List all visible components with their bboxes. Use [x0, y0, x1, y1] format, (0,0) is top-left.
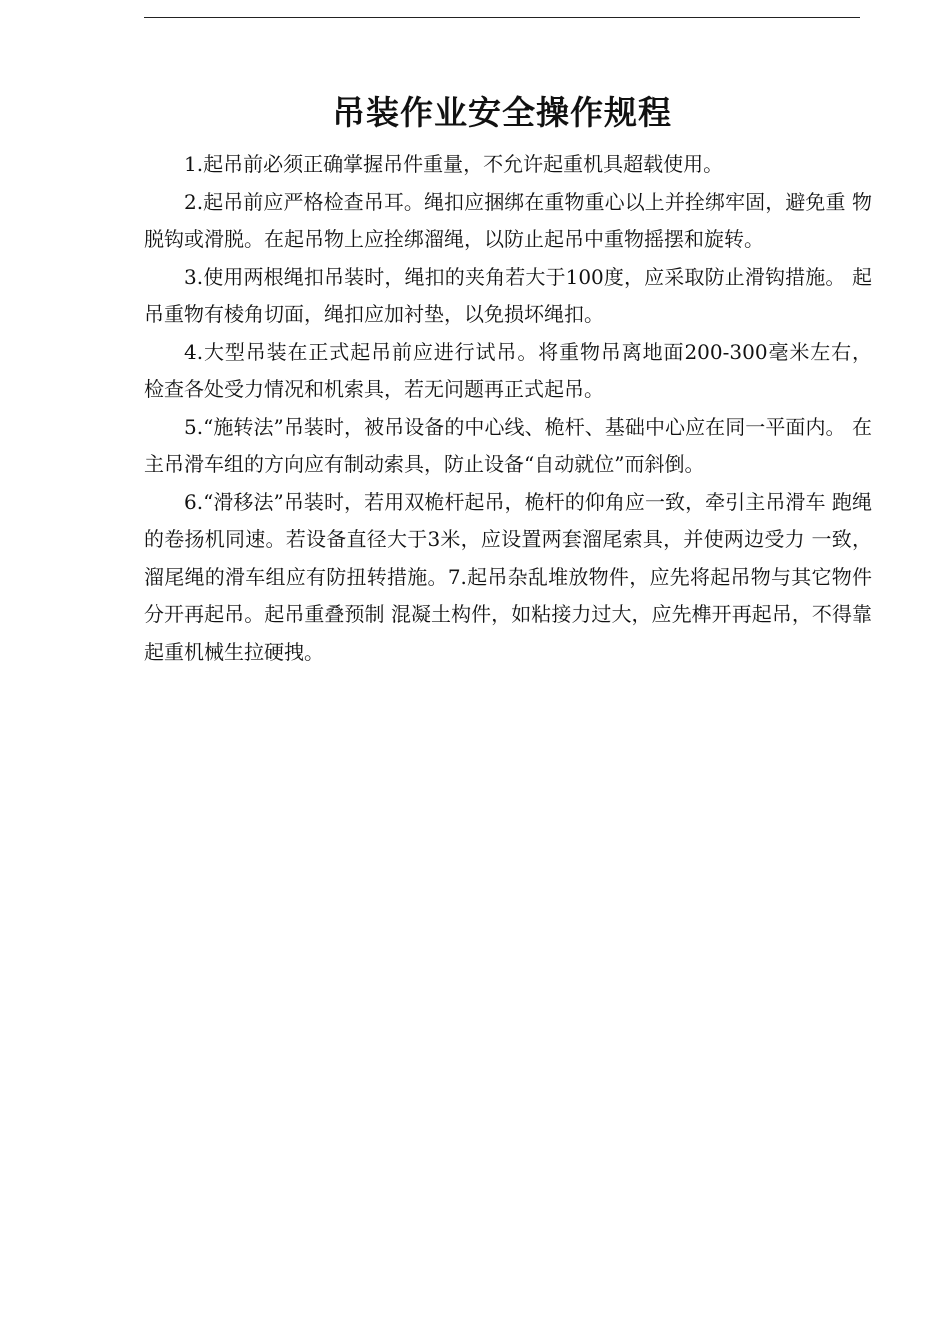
- document-title: 吊装作业安全操作规程: [332, 93, 672, 132]
- rule-paragraph-3: 3.使用两根绳扣吊装时，绳扣的夹角若大于100度，应采取防止滑钩措施。 起吊重物有棱角切面，绳扣应加衬垫，以免损坏绳扣。: [144, 264, 872, 326]
- rule-paragraph-4: 4.大型吊装在正式起吊前应进行试吊。将重物吊离地面200-300毫米左右， 检查各处受力情况和机索具，若无问题再正式起吊。: [144, 339, 872, 401]
- header-rule: [144, 17, 860, 18]
- rule-paragraph-2: 2.起吊前应严格检查吊耳。绳扣应捆绑在重物重心以上并拴绑牢固，避免重 物脱钩或滑脱。在起吊物上应拴绑溜绳，以防止起吊中重物摇摆和旋转。: [144, 189, 872, 251]
- rule-paragraph-6: 6.“滑移法”吊装时，若用双桅杆起吊，桅杆的仰角应一致，牵引主吊滑车 跑绳的卷扬机同速。若设备直径大于3米，应设置两套溜尾索具，并使两边受力 一致，溜尾绳的滑车组应有防扭转措施。7.起吊杂乱堆放物件，应先将起吊物与其它物件分开再起吊。起吊重叠预制 混凝土构件，如粘接力过大，应先榫开再起吊，不得靠起重机械生拉硬拽。: [144, 489, 872, 664]
- rule-paragraph-5: 5.“施转法”吊装时，被吊设备的中心线、桅杆、基础中心应在同一平面内。 在主吊滑车组的方向应有制动索具，防止设备“自动就位”而斜倒。: [144, 414, 872, 476]
- document-body: [144, 146, 872, 671]
- rule-paragraph-1: 1.起吊前必须正确掌握吊件重量，不允许起重机具超载使用。: [184, 152, 724, 176]
